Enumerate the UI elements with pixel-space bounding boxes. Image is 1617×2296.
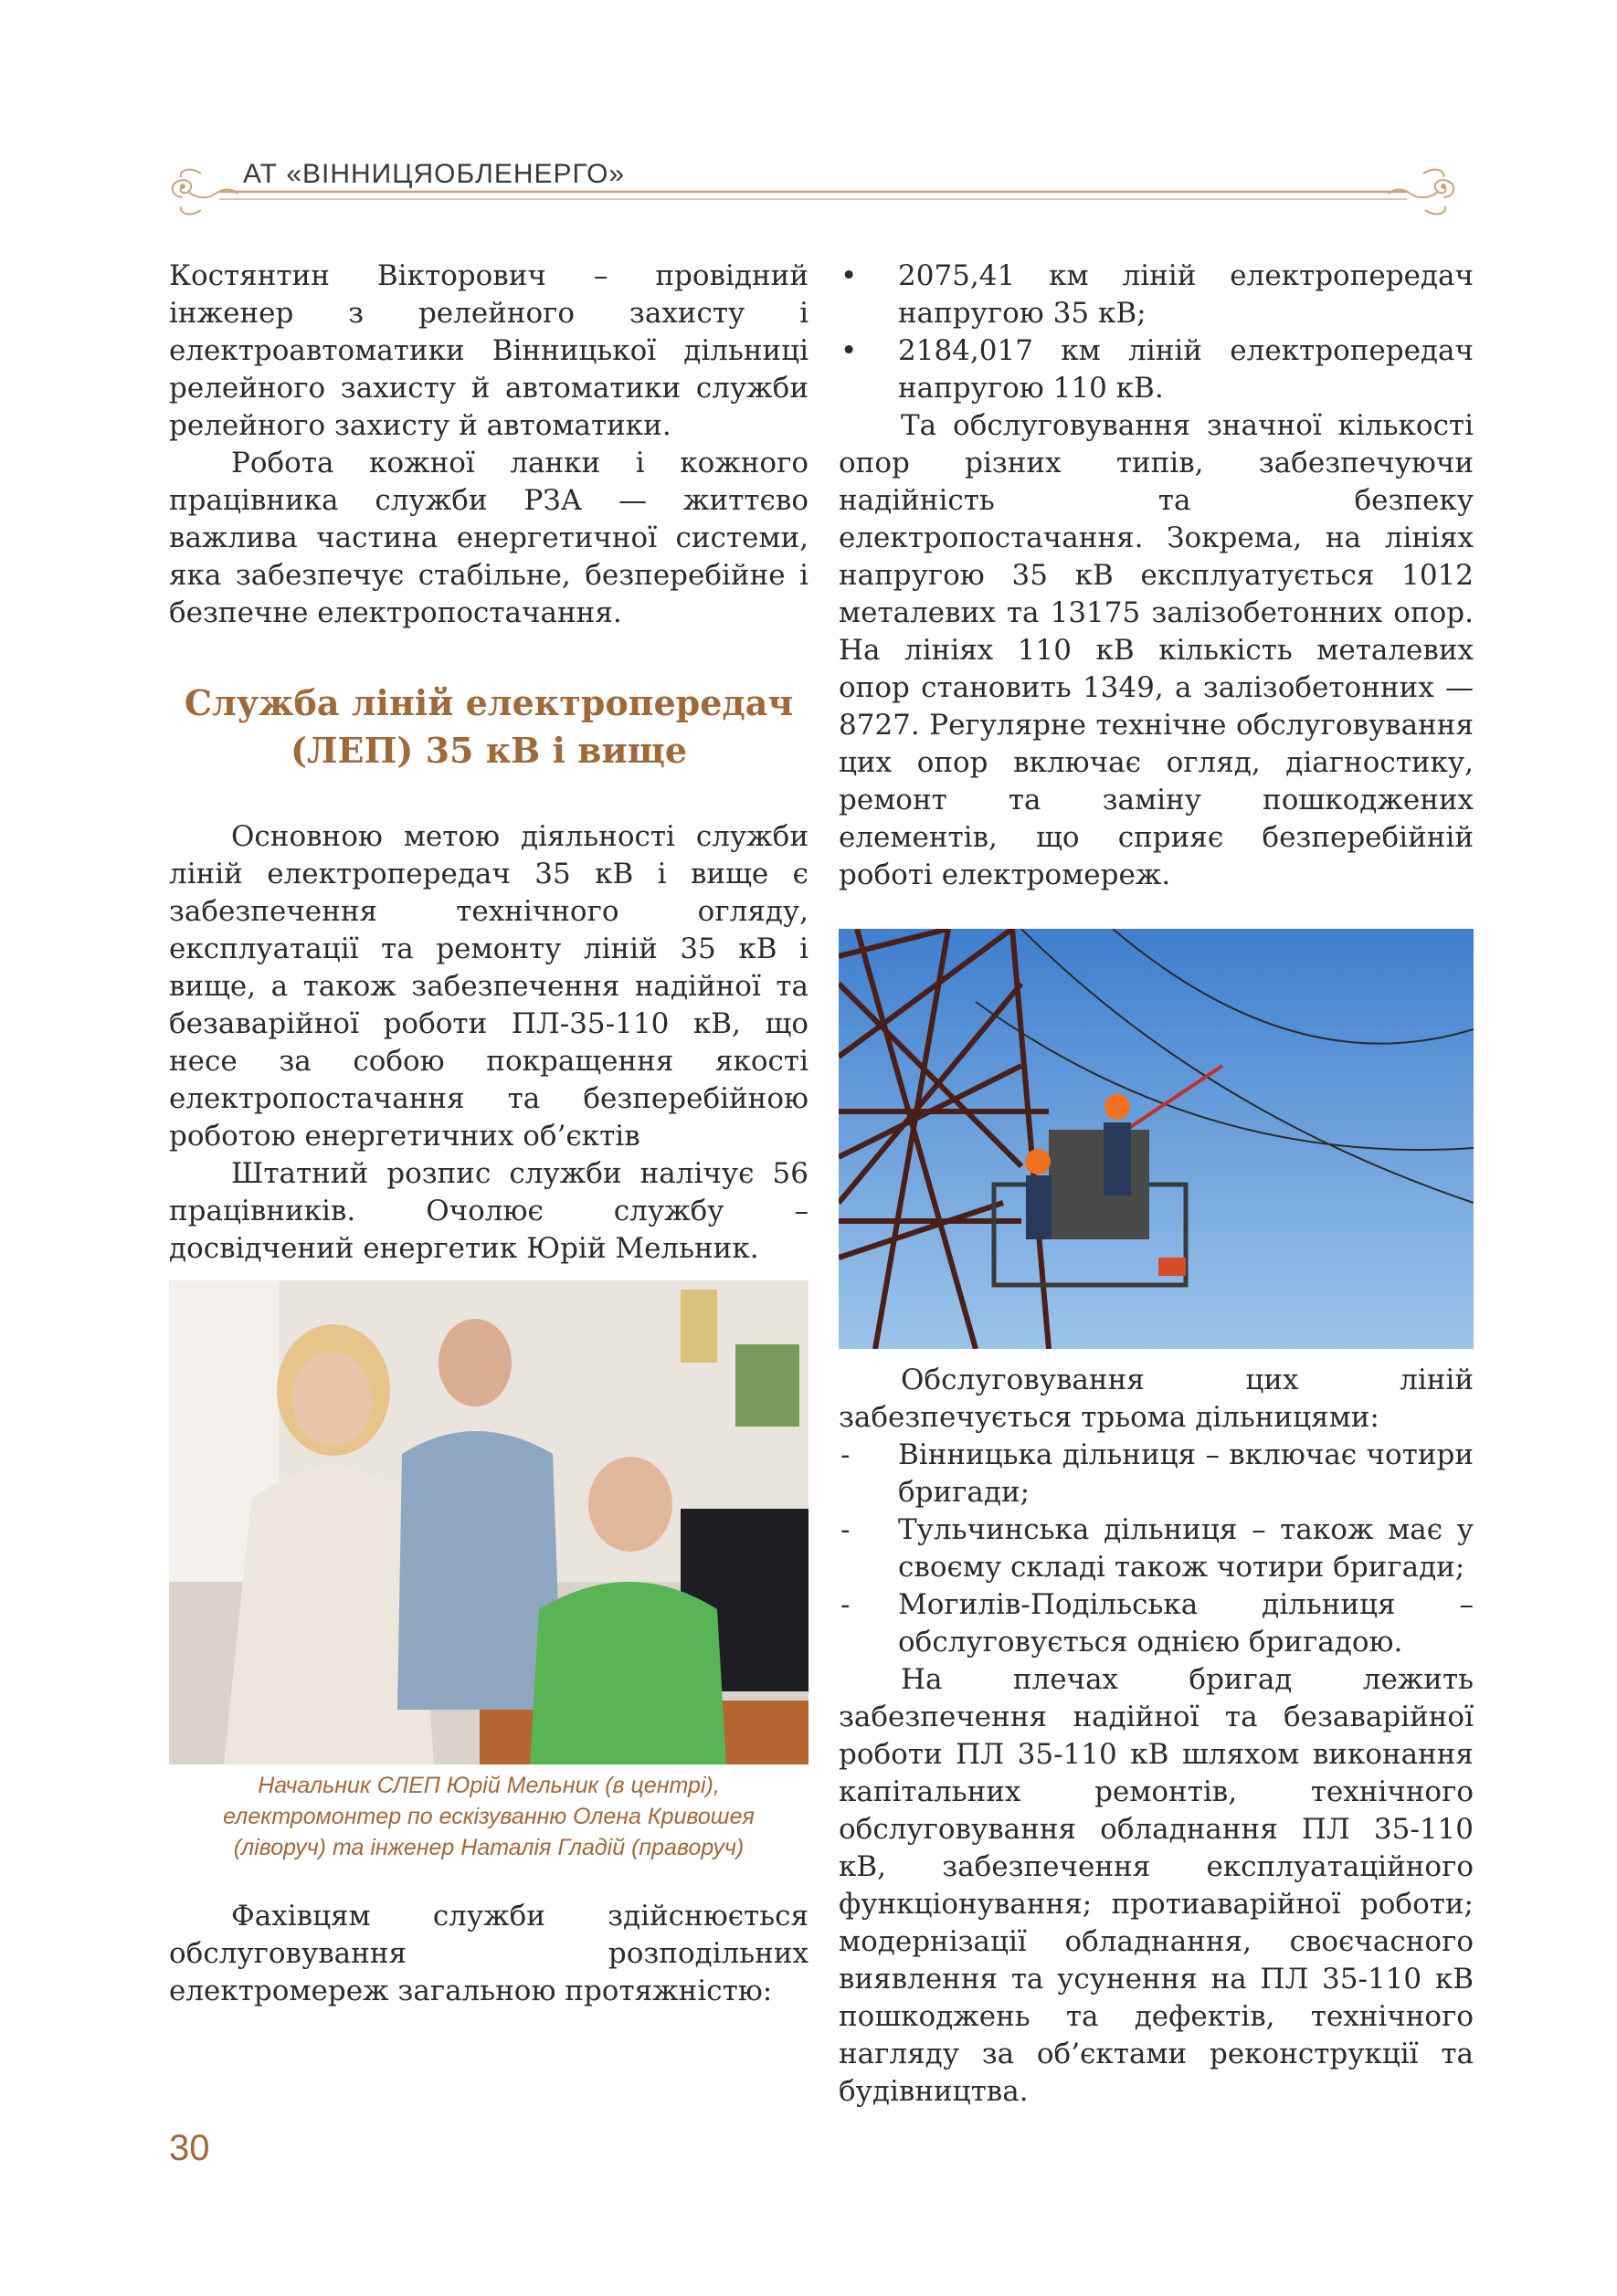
paragraph-sections-intro: Обслуговування цих ліній забезпечується трьома дільницями:	[839, 1364, 1474, 1434]
section-title-line1: Служба ліній електропередач	[184, 682, 794, 723]
section-title	[169, 679, 808, 774]
right-column	[839, 258, 1474, 2111]
caption-line3: (ліворуч) та інженер Наталія Гладій (праворуч)	[233, 1835, 745, 1860]
line-length-list	[839, 258, 1474, 407]
list-item	[839, 1586, 1474, 1661]
paragraph-rza-engineer: Костянтин Вікторович – провідний інженер з релейного захисту і електроавтоматики Вінницької дільниці релейного захисту й автоматики служби релейного захисту й автоматики.	[169, 259, 808, 442]
dash-mark: -	[840, 1513, 851, 1546]
paragraph-rza-importance: Робота кожної ланки і кожного працівника служби РЗА — життєво важлива частина енергетичної системи, яка забезпечує стабільне, безперебійне і безпечне електропостачання.	[169, 447, 808, 629]
sections-list	[839, 1437, 1474, 1661]
header-title: АТ «ВІННИЦЯОБЛЕНЕРГО»	[243, 159, 626, 189]
list-item	[839, 332, 1474, 407]
page-number: 30	[169, 2128, 210, 2168]
list-item-text: 2075,41 км ліній електропередач напругою 35 кВ;	[898, 259, 1474, 330]
left-column	[169, 258, 808, 2010]
caption-line1: Начальник СЛЕП Юрій Мельник (в центрі),	[258, 1773, 720, 1798]
paragraph-lep-goal: Основною метою діяльності служби ліній електропередач 35 кВ і вище є забезпечення технічного огляду, експлуатації та ремонту ліній 35 кВ і вище, а також забезпечення надійної та безаварійної роботи ПЛ-35-110 кВ, що несе за собою покращення якості електропостачання та безперебійною роботою енергетичних об’єктів	[169, 820, 808, 1153]
paragraph-brigades-duties: На плечах бригад лежить забезпечення надійної та безаварійної роботи ПЛ 35-110 кВ шляхом виконання капітальних ремонтів, технічного обслуговування обладнання ПЛ 35-110 кВ, забезпечення експлуатаційного функціонування; протиаварійної роботи; модернізації обладнання, своєчасного виявлення та усунення на ПЛ 35-110 кВ пошкоджень та дефектів, технічного нагляду за об’єктами реконструкції та будівництва.	[839, 1663, 1474, 2108]
paragraph-network-length: Фахівцям служби здійснюється обслуговування розподільних електромереж загальною протяжністю:	[169, 1900, 808, 2007]
caption-line2: електромонтер по ескізуванню Олена Кривошея	[223, 1804, 755, 1829]
paragraph-staff: Штатний розпис служби налічує 56 працівників. Очолює службу – досвідчений енергетик Юрій Мельник.	[169, 1157, 808, 1265]
list-item-text: Тульчинська дільниця – також має у своєму складі також чотири бригади;	[898, 1513, 1474, 1584]
section-title-line2: (ЛЕП) 35 кВ і вище	[290, 730, 688, 771]
list-item	[839, 1437, 1474, 1511]
bullet-mark: •	[840, 334, 858, 367]
list-item-text: Могилів-Подільська дільниця – обслуговується однією бригадою.	[898, 1588, 1474, 1659]
page-header	[164, 146, 1462, 228]
team-photo	[169, 1280, 808, 1764]
linemen-photo	[839, 929, 1474, 1349]
linemen-photo-image	[839, 929, 1474, 1349]
list-item-text: Вінницька дільниця – включає чотири бригади;	[898, 1438, 1474, 1509]
list-item	[839, 1511, 1474, 1586]
team-photo-image	[169, 1280, 808, 1764]
list-item-text: 2184,017 км ліній електропередач напругою 110 кВ.	[898, 334, 1474, 405]
bullet-mark: •	[840, 259, 858, 292]
paragraph-supports: Та обслуговування значної кількості опор різних типів, забезпечуючи надійність та безпеку електропостачання. Зокрема, на лініях напругою 35 кВ експлуатується 1012 металевих та 13175 залізобетонних опор. На лініях 110 кВ кількість металевих опор становить 1349, а залізобетонних — 8727. Регулярне технічне обслуговування цих опор включає огляд, діагностику, ремонт та заміну пошкоджених елементів, що сприяє безперебійній роботі електромереж.	[839, 409, 1474, 891]
list-item	[839, 258, 1474, 332]
dash-mark: -	[840, 1438, 851, 1471]
photo-caption	[169, 1770, 808, 1863]
dash-mark: -	[840, 1588, 851, 1621]
